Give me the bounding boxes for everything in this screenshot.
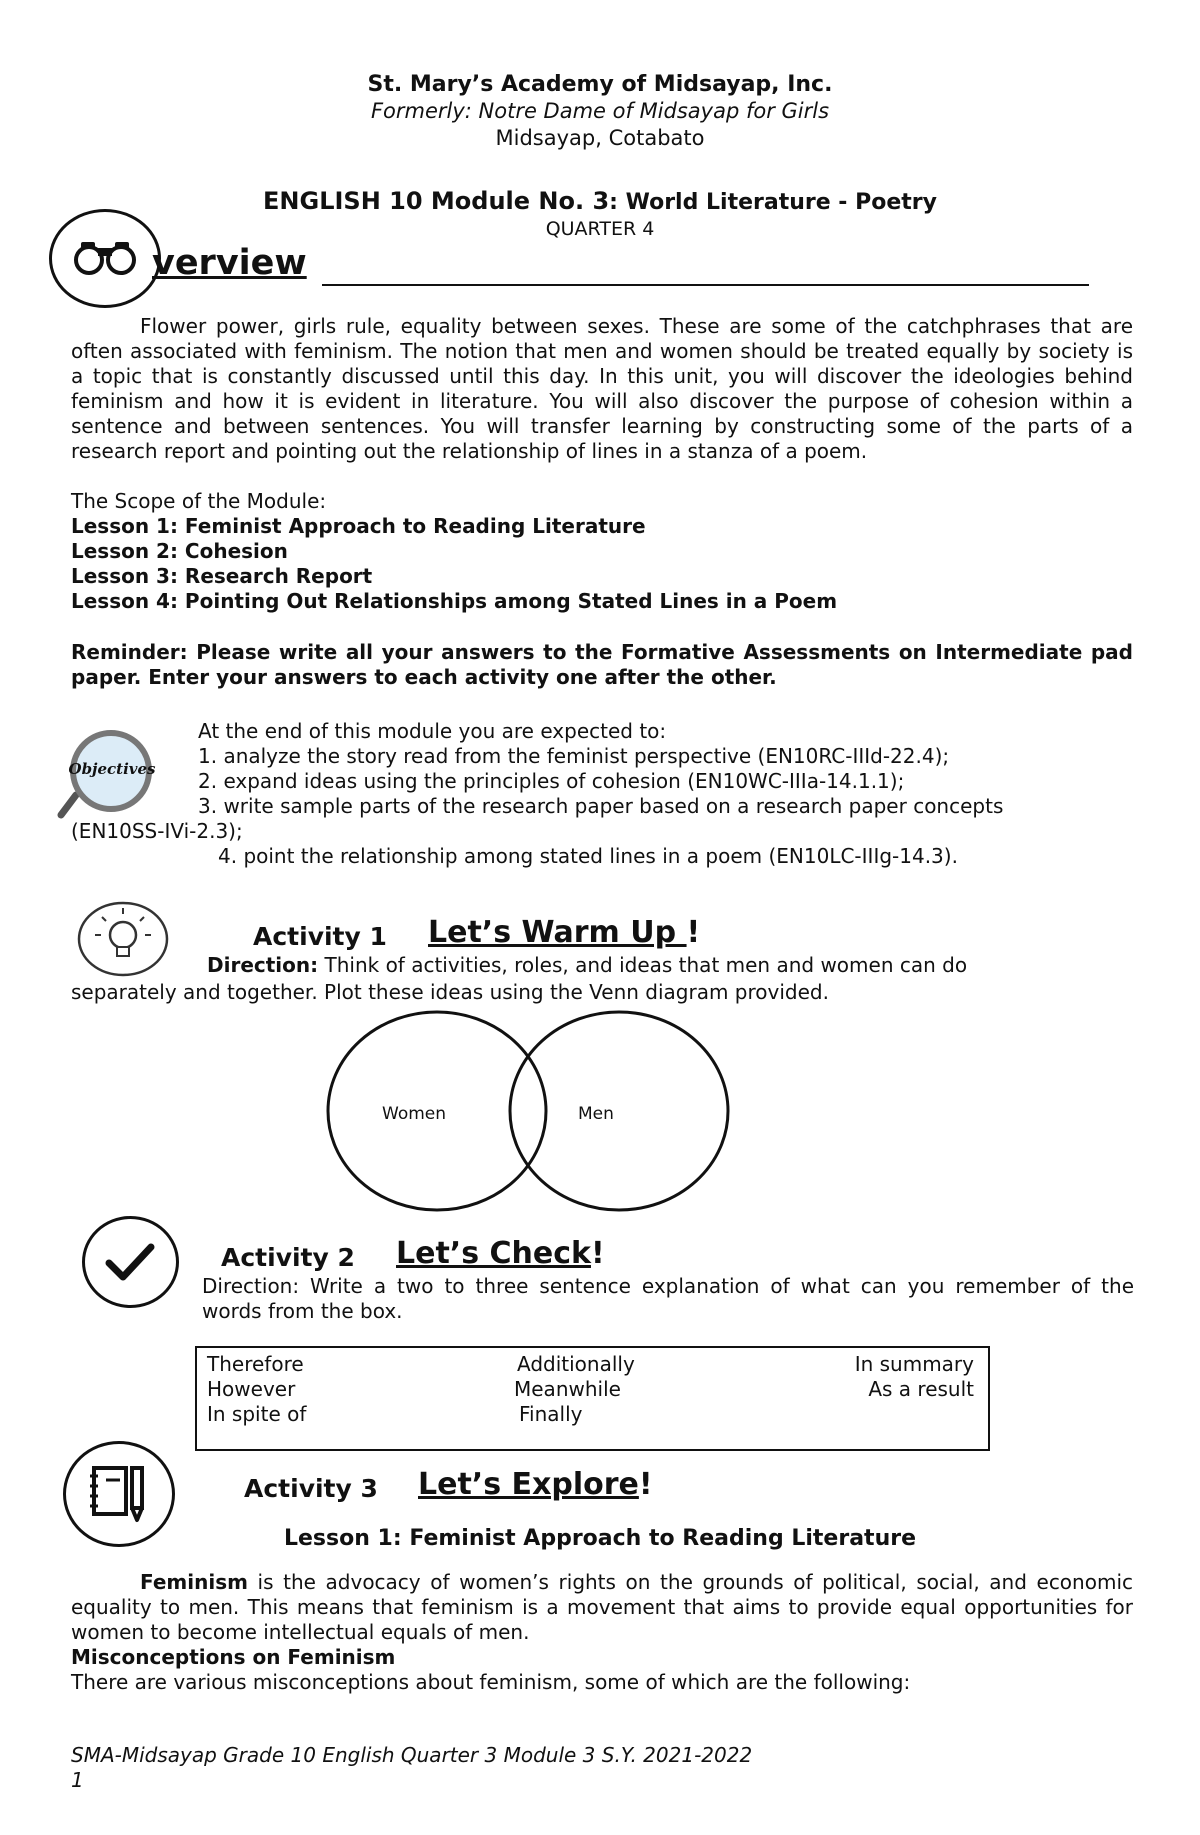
objective-1: 1. analyze the story read from the feminist perspective (EN10RC-IIId-22.4); [198, 744, 950, 768]
venn-men-circle [510, 1012, 728, 1210]
activity-1-direction-line2: separately and together. Plot these ideas using the Venn diagram provided. [71, 980, 829, 1004]
lesson-1-title: Lesson 1: Feminist Approach to Reading Literature [283, 1526, 917, 1551]
footer-text: SMA-Midsayap Grade 10 English Quarter 3 Module 3 S.Y. 2021-2022 [71, 1743, 753, 1767]
activity-3-label: Activity 3 [244, 1474, 378, 1503]
lightbulb-icon [71, 897, 173, 979]
misconceptions-text: There are various misconceptions about feminism, some of which are the following: [71, 1670, 911, 1694]
word-meanwhile: Meanwhile [514, 1377, 621, 1401]
heading-rule [322, 284, 1089, 286]
overview-heading: verview [152, 243, 307, 283]
word-however: However [207, 1377, 296, 1401]
magnifier-icon [56, 727, 156, 819]
word-as-a-result: As a result [868, 1377, 974, 1401]
activity-2-title: Let’s Check! [396, 1236, 605, 1271]
school-formerly: Formerly: Notre Dame of Midsayap for Girls [370, 99, 830, 123]
school-location: Midsayap, Cotabato [495, 126, 705, 150]
activity-2-label: Activity 2 [221, 1243, 355, 1272]
binoculars-icon [49, 209, 161, 308]
word-box [195, 1346, 990, 1451]
word-finally: Finally [519, 1402, 583, 1426]
lesson-1: Lesson 1: Feminist Approach to Reading Literature [71, 514, 646, 538]
word-additionally: Additionally [517, 1352, 635, 1376]
objectives-icon-label: Objectives [68, 760, 156, 778]
word-in-spite-of: In spite of [207, 1402, 307, 1426]
activity-1-title: Let’s Warm Up ! [428, 915, 701, 950]
objective-3: 3. write sample parts of the research paper based on a research paper concepts [198, 794, 1004, 818]
lesson-4: Lesson 4: Pointing Out Relationships among Stated Lines in a Poem [71, 589, 838, 613]
objective-3-code: (EN10SS-IVi-2.3); [71, 819, 243, 843]
venn-women-label: Women [382, 1104, 447, 1124]
activity-1-label: Activity 1 [253, 922, 387, 951]
word-therefore: Therefore [207, 1352, 304, 1376]
venn-men-label: Men [578, 1104, 614, 1124]
module-suffix: : World Literature - Poetry [609, 190, 937, 215]
objectives-intro: At the end of this module you are expected to: [198, 719, 667, 743]
module-prefix: ENGLISH 10 Module No. 3 [263, 187, 610, 215]
reminder-text: Reminder: Please write all your answers to the Formative Assessments on Intermediate pad paper. Enter your answers to each activity one after the other. [71, 640, 1133, 689]
activity-3-title: Let’s Explore! [418, 1467, 653, 1502]
lesson-2: Lesson 2: Cohesion [71, 539, 288, 563]
activity-1-direction-line1: Direction: Think of activities, roles, and ideas that men and women can do [207, 953, 968, 977]
quarter-label: QUARTER 4 [545, 218, 655, 240]
scope-title: The Scope of the Module: [71, 489, 327, 513]
school-name: St. Mary’s Academy of Midsayap, Inc. [367, 72, 833, 97]
checkmark-icon [82, 1216, 179, 1308]
overview-paragraph: Flower power, girls rule, equality between sexes. These are some of the catchphrases that are often associated with feminism. The notion that men and women should be treated equally by society is a topic that is constantly discussed until this day. In this unit, you will discover the ideologies behind feminism and how it is evident in literature. You will also discover the purpose of cohesion within a sentence and between sentences. You will transfer learning by constructing some of the parts of a research report and pointing out the relationship of lines in a stanza of a poem. [71, 314, 1133, 463]
misconceptions-heading: Misconceptions on Feminism [71, 1645, 396, 1669]
lesson-3: Lesson 3: Research Report [71, 564, 373, 588]
page-number: 1 [71, 1768, 84, 1792]
word-in-summary: In summary [854, 1352, 974, 1376]
objective-4: 4. point the relationship among stated lines in a poem (EN10LC-IIIg-14.3). [218, 844, 958, 868]
feminism-definition: Feminism is the advocacy of women’s rights on the grounds of political, social, and economic equality to men. This means that feminism is a movement that aims to provide equal opportunities for women to become intellectual equals of men. [71, 1570, 1133, 1644]
activity-2-direction: Direction: Write a two to three sentence explanation of what can you remember of the words from the box. [202, 1274, 1134, 1323]
objective-2: 2. expand ideas using the principles of cohesion (EN10WC-IIIa-14.1.1); [198, 769, 905, 793]
module-title [0, 187, 1200, 215]
